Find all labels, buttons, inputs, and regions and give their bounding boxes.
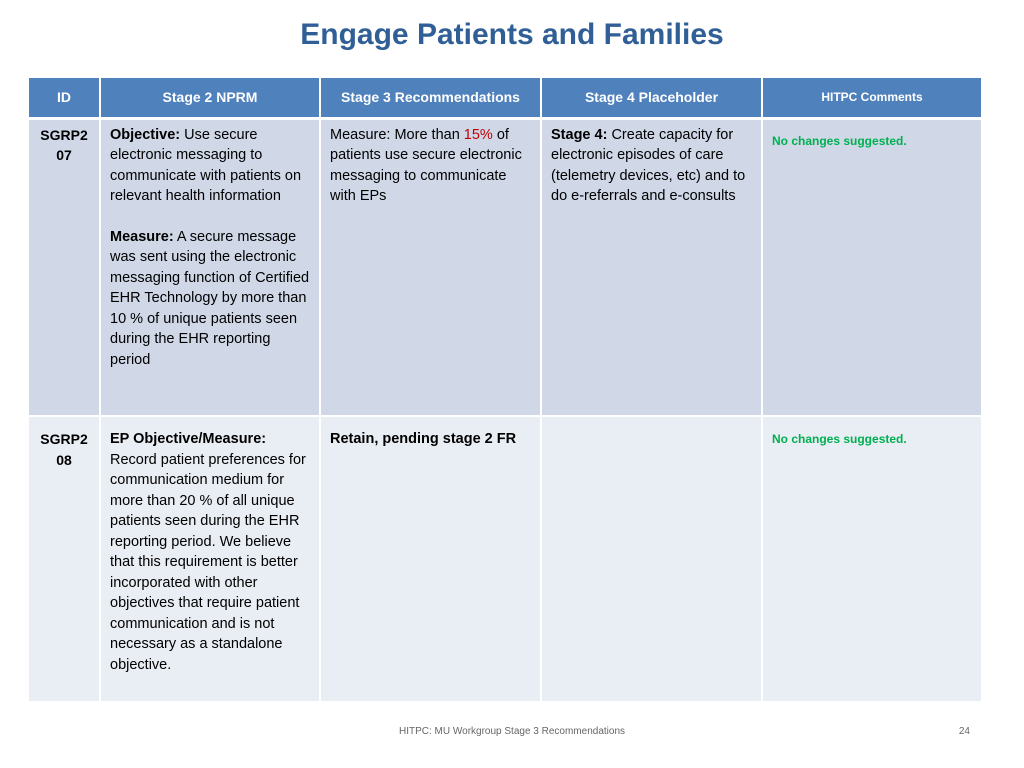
- id-line: 07: [56, 147, 72, 163]
- stage4-label: Stage 4:: [551, 126, 608, 143]
- hitpc-comment: No changes suggested.: [762, 416, 982, 702]
- measure-text: A secure message was sent using the electronic messaging function of Certified EHR Technology by more than 10 % of unique patients seen during the EHR reporting period: [110, 228, 310, 368]
- id-line: 08: [56, 451, 72, 468]
- header-stage2: Stage 2 NPRM: [100, 77, 320, 118]
- stage3-cell: Retain, pending stage 2 FR: [320, 416, 541, 702]
- page-number: 24: [958, 726, 970, 737]
- id-cell: [28, 416, 100, 702]
- stage3-highlight: 15%: [463, 126, 493, 143]
- stage3-cell: [320, 118, 541, 416]
- objective-paragraph: [110, 125, 310, 207]
- stage2-cell: [100, 416, 320, 702]
- paragraph-spacer: [110, 207, 310, 227]
- objective-text: Use secure electronic messaging to communicate with patients on relevant health information: [110, 126, 302, 204]
- recommendations-table: [27, 76, 983, 703]
- objective-measure-text: Record patient preferences for communication medium for more than 20 % of all unique patients seen during the EHR reporting period. We believe that this requirement is better incorporated with other objectives that require patient communication and is not necessary as a standalone objective.: [110, 451, 306, 673]
- stage3-suffix: of patients use secure electronic messaging to communicate with EPs: [330, 126, 522, 204]
- measure-label: Measure:: [110, 228, 174, 245]
- header-stage3: Stage 3 Recommendations: [320, 77, 541, 118]
- measure-paragraph: [110, 227, 310, 371]
- id-cell: [28, 118, 100, 416]
- stage3-prefix: Measure: More than: [330, 126, 464, 143]
- stage4-cell: [541, 416, 762, 702]
- stage4-cell: [541, 118, 762, 416]
- header-hitpc: HITPC Comments: [762, 77, 982, 118]
- slide-title: Engage Patients and Families: [300, 18, 724, 51]
- stage2-cell: [100, 118, 320, 416]
- footer-text: HITPC: MU Workgroup Stage 3 Recommendations: [398, 726, 625, 737]
- hitpc-comment: No changes suggested.: [762, 118, 982, 416]
- objective-label: Objective:: [110, 126, 181, 143]
- objective-measure-label: EP Objective/Measure:: [110, 431, 267, 447]
- table-row: [28, 416, 982, 702]
- id-line: SGRP2: [40, 431, 88, 447]
- stage4-text: Create capacity for electronic episodes of care (telemetry devices, etc) and to do e-referrals and e-consults: [551, 126, 746, 204]
- table-row: [28, 118, 982, 416]
- id-line: SGRP2: [40, 126, 88, 143]
- header-id: ID: [28, 77, 100, 118]
- table-header-row: [28, 77, 982, 118]
- header-stage4: Stage 4 Placeholder: [541, 77, 762, 118]
